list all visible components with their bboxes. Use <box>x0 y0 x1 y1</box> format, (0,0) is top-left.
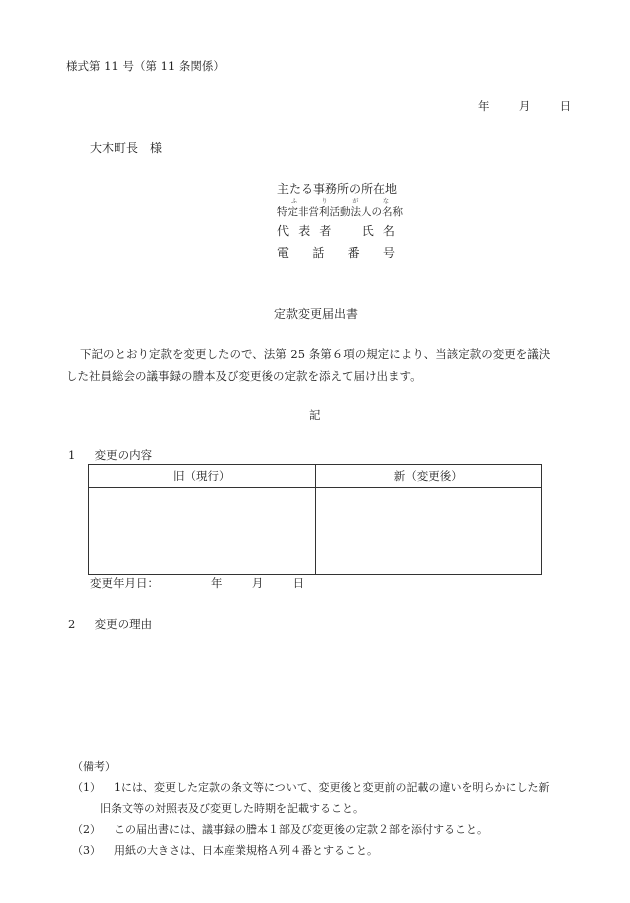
section2-title: 変更の理由 <box>94 617 153 631</box>
document-title: 定款変更届出書 <box>274 307 359 321</box>
phone-char: 号 <box>382 246 395 260</box>
note-text-line: この届出書には、議事録の謄本１部及び変更後の定款２部を添付すること。 <box>114 823 488 836</box>
change-day-label: 日 <box>292 576 305 590</box>
old-column-header: 旧（現行） <box>89 465 316 488</box>
note-number: （2） <box>72 823 101 836</box>
furigana-char: ふ <box>291 198 298 205</box>
ki-heading: 記 <box>309 408 321 422</box>
submission-date <box>478 98 571 114</box>
rep-char: 代 <box>277 224 290 238</box>
note-number: （3） <box>72 844 101 857</box>
section1-number: 1 <box>68 448 76 462</box>
change-date-fields <box>211 575 304 591</box>
month-label: 月 <box>518 99 531 113</box>
note-text-line: 旧条文等の対照表及び変更した時期を記載すること。 <box>100 802 364 815</box>
rep-char: 表 <box>298 224 311 238</box>
furigana-char: が <box>352 198 359 205</box>
addressee: 大木町長 様 <box>90 141 163 155</box>
form-number: 様式第 11 号（第 11 条関係） <box>66 59 225 73</box>
note-text-line: 用紙の大きさは、日本産業規格Ａ列４番とすること。 <box>114 844 378 857</box>
rep-char: 名 <box>382 224 395 238</box>
notes-title: （備考） <box>72 760 116 773</box>
change-date-label: 変更年月日： <box>90 576 159 590</box>
phone-char: 番 <box>347 246 360 260</box>
furigana-char: な <box>382 198 389 205</box>
section2-heading <box>68 616 152 632</box>
change-comparison-table <box>88 464 542 575</box>
section1-title: 変更の内容 <box>94 448 153 462</box>
change-month-label: 月 <box>251 576 264 590</box>
section1-heading <box>68 447 152 463</box>
rep-char: 氏 <box>361 224 374 238</box>
note-number: （1） <box>72 781 101 794</box>
section2-number: 2 <box>68 617 76 631</box>
year-label: 年 <box>478 99 490 113</box>
new-column-header: 新（変更後） <box>315 465 542 488</box>
rep-char: 者 <box>319 224 332 238</box>
old-content-cell[interactable] <box>89 488 316 575</box>
corporation-name-label: 特定非営利活動法人の名称 <box>277 206 403 218</box>
furigana-char: り <box>321 198 328 205</box>
phone-char: 話 <box>312 246 325 260</box>
body-text-line-2: した社員総会の議事録の謄本及び変更後の定款を添えて届け出ます。 <box>66 369 422 383</box>
new-content-cell[interactable] <box>315 488 542 575</box>
representative-name-label <box>277 222 395 239</box>
phone-char: 電 <box>277 246 290 260</box>
phone-number-label <box>277 244 395 261</box>
note-text-line: 1には、変更した定款の条文等について、変更後と変更前の記載の違いを明らかにした新 <box>114 781 550 794</box>
day-label: 日 <box>559 99 572 113</box>
body-text-line-1: 下記のとおり定款を変更したので、法第 25 条第６項の規定により、当該定款の変更を議決 <box>80 347 551 361</box>
address-label: 主たる事務所の所在地 <box>277 182 398 196</box>
change-year-label: 年 <box>211 576 223 590</box>
